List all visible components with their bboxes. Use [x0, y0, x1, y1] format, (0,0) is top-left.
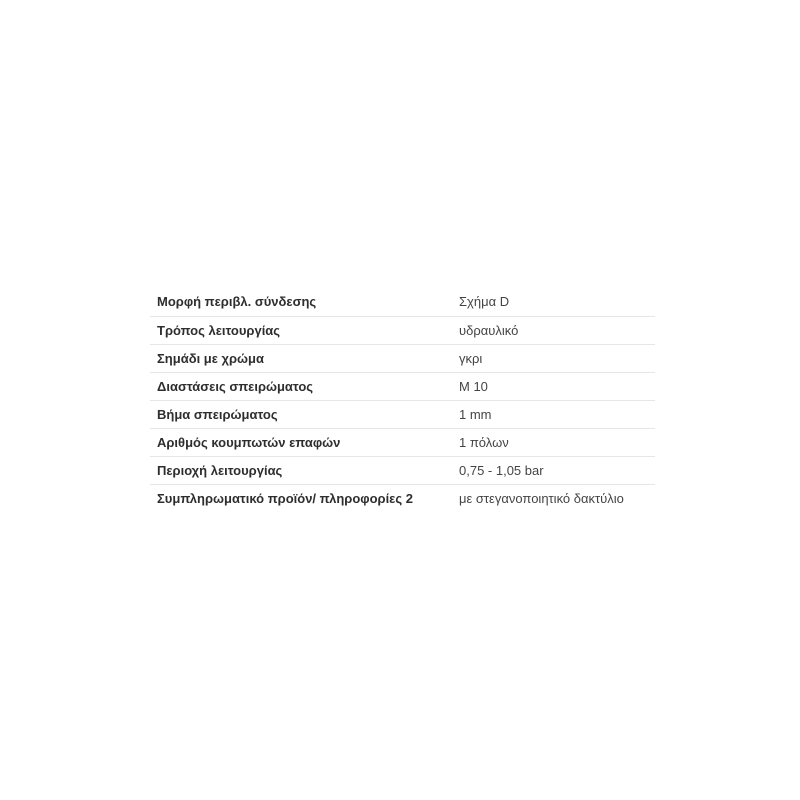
- spec-row: [150, 456, 655, 484]
- spec-row: [150, 288, 655, 316]
- spec-value: Σχήμα D: [459, 294, 510, 310]
- spec-label: Αριθμός κουμπωτών επαφών: [157, 434, 341, 450]
- spec-value: M 10: [459, 378, 488, 394]
- spec-value: 0,75 - 1,05 bar: [459, 462, 544, 478]
- spec-label: Διαστάσεις σπειρώματος: [157, 378, 314, 394]
- spec-label: Περιοχή λειτουργίας: [157, 462, 283, 478]
- spec-table: [150, 288, 655, 512]
- spec-label: Τρόπος λειτουργίας: [157, 322, 281, 338]
- spec-row: [150, 344, 655, 372]
- spec-value: υδραυλικό: [459, 322, 519, 338]
- spec-label: Συμπληρωματικό προϊόν/ πληροφορίες 2: [157, 490, 413, 506]
- spec-row: [150, 428, 655, 456]
- spec-row: [150, 400, 655, 428]
- spec-value: γκρι: [459, 350, 483, 366]
- spec-row: [150, 484, 655, 512]
- spec-value: 1 mm: [459, 406, 492, 422]
- spec-label: Βήμα σπειρώματος: [157, 406, 278, 422]
- spec-label: Σημάδι με χρώμα: [157, 350, 264, 366]
- spec-value: 1 πόλων: [459, 434, 509, 450]
- spec-value: με στεγανοποιητικό δακτύλιο: [459, 490, 624, 506]
- spec-row: [150, 372, 655, 400]
- spec-row: [150, 316, 655, 344]
- spec-label: Μορφή περιβλ. σύνδεσης: [157, 294, 317, 310]
